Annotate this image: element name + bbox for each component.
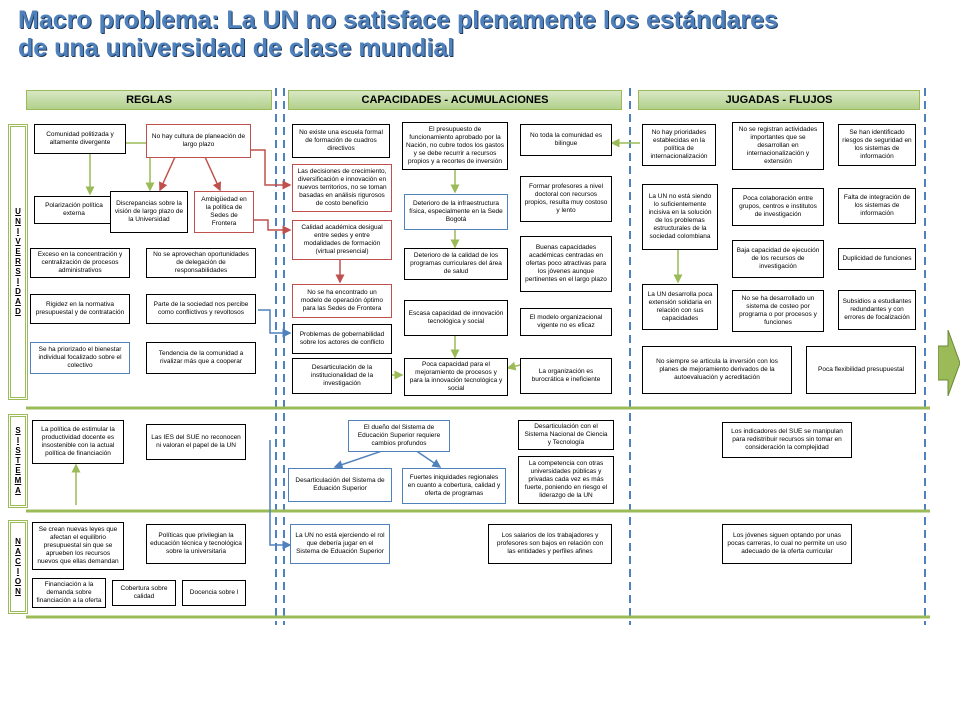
- row-letter: E: [15, 247, 21, 256]
- box-j7: Baja capacidad de ejecución de los recursos de investigación: [732, 240, 824, 278]
- header-capacidades: CAPACIDADES - ACUMULACIONES: [288, 90, 622, 110]
- row-letter: T: [15, 456, 21, 465]
- box-n4: Los salarios de los trabajadores y profesores son bajos en relación con las entidades y perfiles afines: [488, 524, 612, 564]
- connector-3: [160, 157, 175, 190]
- box-s7: Desarticulación del Sistema de Eduación Superior: [288, 468, 392, 502]
- box-n2: Políticas que privilegian la educación técnica y tecnológica sobre la universitaria: [146, 524, 246, 564]
- box-c12: El modelo organizacional vigente no es eficaz: [520, 308, 612, 336]
- row-letter: U: [15, 207, 21, 216]
- row-letter: A: [15, 547, 21, 556]
- connector-13: [508, 365, 520, 368]
- box-c6: Deterioro de la infraestructura física, especialmente en la Sede Bogotá: [404, 194, 508, 230]
- row-letter: D: [15, 287, 21, 296]
- box-c3: No toda la comunidad es bilingue: [520, 124, 612, 156]
- box-c16: La organización es burocrática e ineficiente: [520, 358, 612, 394]
- box-c5: Formar profesores a nivel doctoral con recursos propios, resulta muy costoso y lento: [520, 176, 612, 222]
- row-letter: D: [15, 307, 21, 316]
- box-c8: Deterioro de la calidad de los programas curriculares del área de salud: [404, 248, 508, 280]
- box-c13: Problemas de gobernabilidad sobre los actores de conflicto: [292, 324, 392, 354]
- row-letter: N: [15, 217, 21, 226]
- row-letter: O: [14, 577, 22, 586]
- box-c14: Desarticulación de la institucionalidad de la investigación: [292, 358, 392, 394]
- row-letter: V: [15, 237, 21, 246]
- header-reglas: REGLAS: [26, 90, 272, 110]
- connector-17: [270, 440, 290, 545]
- box-n8: Docencia sobre l: [182, 580, 246, 606]
- row-letter: C: [15, 557, 21, 566]
- box-c4: Las decisiones de crecimiento, diversificación e innovación en nuevos territorios, no se toman basadas en análisis rigurosos de costo beneficio: [292, 164, 392, 212]
- title-line-2: de una universidad de clase mundial: [18, 34, 455, 62]
- box-r3: Polarización política externa: [34, 196, 114, 224]
- box-c2: El presupuesto de funcionamiento aprobado por la Nación, no cubre todos los gastos y se debe recurrir a recursos propios y a recortes de inversión: [402, 122, 508, 170]
- box-s5: Los indicadores del SUE se manipulan para redistribuir recursos sin tomar en consideración la complejidad: [722, 422, 852, 458]
- row-letter: S: [15, 267, 21, 276]
- box-c10: No se ha encontrado un modelo de operación óptimo para las Sedes de Frontera: [292, 284, 392, 318]
- box-r11: Tendencia de la comunidad a rivalizar más que a cooperar: [146, 342, 256, 374]
- box-r10: Se ha priorizado el bienestar individual focalizado sobre el colectivo: [30, 342, 130, 374]
- box-s1: La política de estimular la productividad docente es insostenible con la actual política de financiación: [32, 420, 124, 464]
- box-c7: Calidad académica desigual entre sedes y entre modalidades de formación (virtual presencial): [292, 220, 392, 260]
- box-j3: Se han identificado riesgos de seguridad en los sistemas de información: [838, 124, 916, 166]
- row-letter: N: [15, 587, 21, 596]
- box-j11: Subsidios a estudiantes redundantes y con errores de focalización: [838, 290, 916, 330]
- box-j10: No se ha desarrollado un sistema de costeo por programa o por procesos y funciones: [732, 290, 824, 332]
- connector-19: [415, 450, 440, 467]
- row-letter: S: [15, 446, 21, 455]
- box-n7: Cobertura sobre calidad: [112, 580, 176, 606]
- box-n6: Financiación a la demanda sobre financiación a la oferta: [32, 578, 106, 608]
- box-c15: Poca capacidad para el mejoramiento de procesos y para la innovación tecnológica y social: [404, 358, 508, 396]
- box-n1: Se crean nuevas leyes que afectan el equilibrio presupuestal sin que se aprueben los recursos nuevos que ellas demandan: [32, 522, 124, 570]
- box-j13: Poca flexibilidad presupuestal: [806, 346, 916, 394]
- box-s8: Fuertes iniquidades regionales en cuanto a cobertura, calidad y oferta de programas: [402, 468, 506, 504]
- box-n5: Los jóvenes siguen optando por unas pocas carreras, lo cual no permite un uso adecuado de la oferta curricular: [722, 524, 852, 564]
- box-j6: Falta de integración de los sistemas de información: [838, 188, 916, 224]
- box-s6: La competencia con otras universidades públicas y privadas cada vez es más fuerte, poniendo en riesgo el liderazgo de la UN: [518, 456, 614, 504]
- box-c1: No existe una escuela formal de formación de cuadros directivos: [292, 124, 390, 158]
- box-j5: Poca colaboración entre grupos, centros e institutos de investigación: [732, 188, 824, 226]
- box-r4: Discrepancias sobre la visión de largo plazo de la Universidad: [110, 191, 188, 233]
- row-letter: S: [15, 426, 21, 435]
- row-letter: I: [16, 436, 20, 445]
- box-s3: El dueño del Sistema de Educación Superior requiere cambios profundos: [348, 420, 450, 452]
- box-n3: La UN no está ejerciendo el rol que debería jugar en el Sistema de Eduación Superior: [290, 524, 390, 564]
- box-r7: No se aprovechan oportunidades de delegación de responsabilidades: [146, 248, 256, 278]
- row-letter: I: [16, 227, 20, 236]
- box-j12: No siempre se articula la inversión con los planes de mejoramiento derivados de la autoevaluación y acreditación: [642, 346, 792, 394]
- box-r2: No hay cultura de planeación de largo plazo: [146, 124, 251, 158]
- row-label-nacion: [8, 520, 28, 614]
- box-r1: Comunidad politizada y altamente divergente: [34, 124, 126, 154]
- row-letter: R: [15, 257, 21, 266]
- box-j4: La UN no está siendo lo suficientemente incisiva en la solución de los problemas estructurales de la sociedad colombiana: [642, 184, 718, 250]
- row-letter: I: [16, 567, 20, 576]
- row-label-universidad: [8, 124, 28, 400]
- next-arrow-icon[interactable]: [938, 330, 960, 396]
- row-letter: A: [15, 486, 21, 495]
- box-j9: La UN desarrolla poca extensión solidaria en relación con sus capacidades: [642, 284, 718, 330]
- box-s4: Desarticulación con el Sistema Nacional de Ciencia y Tecnología: [518, 420, 614, 450]
- box-r8: Rigidez en la normativa presupuestal y de contratación: [30, 294, 130, 324]
- box-j2: No se registran actividades importantes que se desarrollan en internacionalización y extensión: [732, 122, 824, 170]
- connector-4: [205, 157, 220, 190]
- row-letter: M: [14, 476, 22, 485]
- box-s2: Las IES del SUE no reconocen ni valoran el papel de la UN: [146, 424, 246, 460]
- row-letter: A: [15, 297, 21, 306]
- box-j1: No hay prioridades establecidas en la política de internacionalización: [642, 124, 716, 166]
- box-r9: Parte de la sociedad nos percibe como conflictivos y revoltosos: [146, 294, 256, 324]
- connector-18: [335, 450, 385, 467]
- box-r6: Exceso en la concentración y centralización de procesos administrativos: [30, 248, 130, 278]
- connector-7: [258, 310, 290, 333]
- box-c11: Escasa capacidad de innovación tecnológica y social: [404, 300, 508, 336]
- box-j8: Duplicidad de funciones: [838, 248, 916, 270]
- row-letter: I: [16, 277, 20, 286]
- box-c9: Buenas capacidades académicas centradas en ofertas poco atractivas para los jóvenes aunque pertinentes en el largo plazo: [520, 236, 612, 292]
- box-r5: Ambigüedad en la política de Sedes de Frontera: [194, 191, 254, 233]
- row-letter: E: [15, 466, 21, 475]
- row-label-sistema: [8, 414, 28, 508]
- title-line-1: Macro problema: La UN no satisface plenamente los estándares: [18, 6, 778, 34]
- header-jugadas: JUGADAS - FLUJOS: [638, 90, 920, 110]
- row-letter: N: [15, 537, 21, 546]
